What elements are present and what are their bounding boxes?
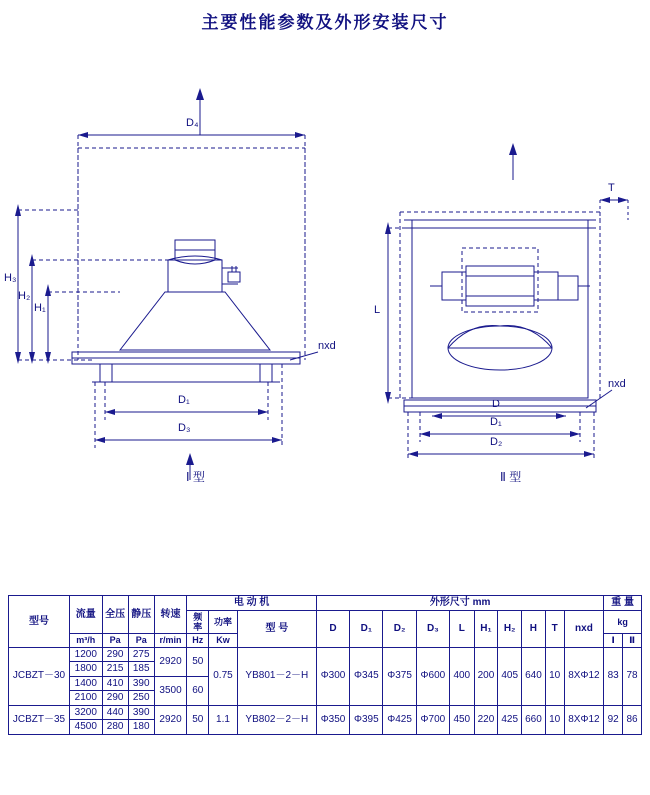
label-D1-left: D₁: [178, 394, 190, 406]
cell-tp: 280: [102, 720, 128, 735]
th-speed-unit: r/min: [154, 634, 187, 647]
th-weight: 重 量: [604, 596, 642, 611]
th-dim-T: T: [545, 610, 564, 647]
technical-drawings: [0, 60, 650, 490]
label-nxd-right: nxd: [608, 378, 626, 390]
label-D4: D₄: [186, 117, 199, 129]
table-header-row-1: [9, 596, 642, 611]
th-static-pressure: 静压: [128, 596, 154, 634]
th-freq: 频率: [187, 610, 209, 634]
cell-D2: Φ375: [383, 647, 416, 705]
cell-L: 400: [450, 647, 475, 705]
th-weight-2: Ⅱ: [623, 634, 642, 647]
label-nxd-left: nxd: [318, 340, 336, 352]
cell-power: 0.75: [209, 647, 238, 705]
cell-D1: Φ395: [350, 705, 383, 734]
cell-sp: 390: [128, 705, 154, 720]
th-dim-nxd: nxd: [564, 610, 604, 647]
caption-type-2: Ⅱ 型: [500, 470, 522, 484]
cell-L: 450: [450, 705, 475, 734]
th-dim-D1: D₁: [350, 610, 383, 647]
cell-flow: 1200: [70, 647, 103, 662]
th-dim-D2: D₂: [383, 610, 416, 647]
cell-sp: 185: [128, 662, 154, 677]
cell-weight-2: 86: [623, 705, 642, 734]
cell-H2: 405: [498, 647, 522, 705]
cell-H: 640: [522, 647, 546, 705]
cell-freq: 50: [187, 647, 209, 676]
cell-sp: 275: [128, 647, 154, 662]
cell-tp: 290: [102, 691, 128, 706]
th-motor: 电 动 机: [187, 596, 317, 611]
cell-D3: Φ700: [416, 705, 449, 734]
caption-type-1: Ⅰ 型: [186, 470, 205, 484]
th-dim-H2: H₂: [498, 610, 522, 647]
th-power: 功率: [209, 610, 238, 634]
label-H3: H₃: [4, 272, 17, 284]
table-row: [9, 647, 642, 662]
cell-D1: Φ345: [350, 647, 383, 705]
cell-freq: 50: [187, 705, 209, 734]
th-dim-D: D: [316, 610, 349, 647]
th-dim-H1: H₁: [474, 610, 498, 647]
cell-motor-model: YB802－2－H: [237, 705, 316, 734]
cell-D: Φ300: [316, 647, 349, 705]
cell-flow: 4500: [70, 720, 103, 735]
page-title: 主要性能参数及外形安装尺寸: [201, 13, 449, 32]
cell-nxd: 8XΦ12: [564, 705, 604, 734]
th-flow-unit: m³/h: [70, 634, 103, 647]
th-flow: 流量: [70, 596, 103, 634]
cell-speed: 2920: [154, 705, 187, 734]
specification-table: [8, 595, 642, 735]
cell-D: Φ350: [316, 705, 349, 734]
th-dim-H: H: [522, 610, 546, 647]
cell-sp: 250: [128, 691, 154, 706]
label-D3: D₃: [178, 422, 191, 434]
cell-nxd: 8XΦ12: [564, 647, 604, 705]
cell-D2: Φ425: [383, 705, 416, 734]
cell-tp: 440: [102, 705, 128, 720]
label-H2: H₂: [18, 290, 31, 302]
label-L: L: [374, 304, 381, 316]
table-row: [9, 705, 642, 720]
cell-power: 1.1: [209, 705, 238, 734]
cell-weight-1: 92: [604, 705, 623, 734]
cell-T: 10: [545, 705, 564, 734]
label-D2-right: D₂: [490, 436, 503, 448]
cell-weight-2: 78: [623, 647, 642, 705]
cell-tp: 410: [102, 676, 128, 691]
th-total-pressure: 全压: [102, 596, 128, 634]
th-weight-1: Ⅰ: [604, 634, 623, 647]
cell-weight-1: 83: [604, 647, 623, 705]
cell-flow: 2100: [70, 691, 103, 706]
cell-H1: 200: [474, 647, 498, 705]
cell-D3: Φ600: [416, 647, 449, 705]
th-dim-D3: D₃: [416, 610, 449, 647]
th-power-unit: Kw: [209, 634, 238, 647]
label-D1-right: D₁: [490, 416, 502, 428]
cell-model-1: JCBZT－30: [9, 647, 70, 705]
cell-flow: 1800: [70, 662, 103, 677]
cell-sp: 390: [128, 676, 154, 691]
cell-T: 10: [545, 647, 564, 705]
cell-flow: 3200: [70, 705, 103, 720]
th-freq-unit: Hz: [187, 634, 209, 647]
spec-table-wrapper: [8, 595, 642, 735]
th-dim-L: L: [450, 610, 475, 647]
cell-speed: 3500: [154, 676, 187, 705]
th-weight-unit: kg: [604, 610, 642, 634]
label-T: T: [608, 182, 615, 194]
cell-freq: 60: [187, 676, 209, 705]
th-motor-model: 型 号: [237, 610, 316, 647]
cell-H: 660: [522, 705, 546, 734]
th-sp-unit: Pa: [128, 634, 154, 647]
th-speed: 转速: [154, 596, 187, 634]
diagram-area: [0, 60, 650, 490]
cell-tp: 215: [102, 662, 128, 677]
cell-H1: 220: [474, 705, 498, 734]
cell-flow: 1400: [70, 676, 103, 691]
th-tp-unit: Pa: [102, 634, 128, 647]
th-model: 型号: [9, 596, 70, 648]
cell-motor-model: YB801－2－H: [237, 647, 316, 705]
cell-sp: 180: [128, 720, 154, 735]
cell-speed: 2920: [154, 647, 187, 676]
label-H1: H₁: [34, 302, 46, 314]
cell-model-2: JCBZT－35: [9, 705, 70, 734]
th-dims: 外形尺寸 mm: [316, 596, 603, 611]
cell-H2: 425: [498, 705, 522, 734]
label-D-right: D: [492, 398, 500, 410]
cell-tp: 290: [102, 647, 128, 662]
